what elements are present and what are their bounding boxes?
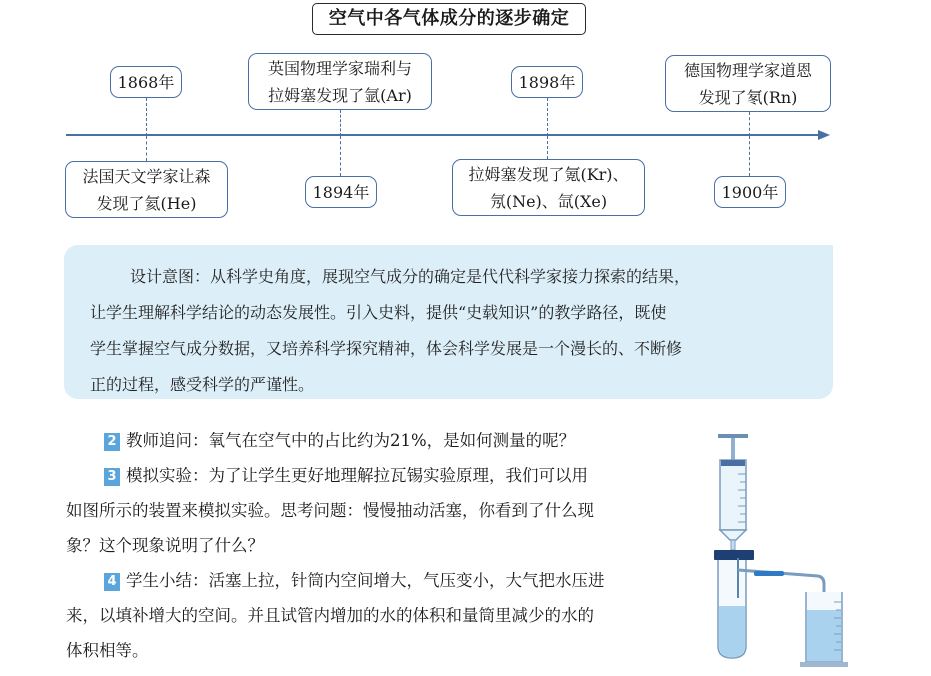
- timeline-tick: [547, 98, 548, 136]
- step-text: 学生小结：活塞上拉，针筒内空间增大，气压变小，大气把水压进: [126, 571, 605, 590]
- step-text: 模拟实验：为了让学生更好地理解拉瓦锡实验原理，我们可以用: [126, 466, 588, 485]
- timeline-tick: [749, 136, 750, 176]
- timeline-label: 1894年: [312, 182, 370, 202]
- test-tube-water: [719, 606, 745, 657]
- plunger-handle: [718, 434, 748, 438]
- timeline-label: 英国物理学家瑞利与: [267, 58, 412, 78]
- timeline-label: 拉姆塞发现了氩(Ar): [268, 85, 412, 105]
- timeline-label: 1900年: [721, 182, 779, 202]
- note-line: 让学生理解科学结论的动态发展性。引入史料，提供“史载知识”的教学路径，既使: [90, 303, 667, 322]
- timeline-label: 德国物理学家道恩: [683, 60, 812, 80]
- timeline-tick: [547, 136, 548, 159]
- timeline-tick: [340, 110, 341, 136]
- timeline-label: 法国天文学家让森: [82, 166, 211, 186]
- step-number-badge: 2: [104, 433, 120, 451]
- timeline-tick: [749, 112, 750, 136]
- timeline-label: 氖(Ne)、氙(Xe): [489, 191, 608, 211]
- step-text: 象？这个现象说明了什么？: [66, 536, 264, 555]
- timeline-event-helium: [65, 161, 228, 218]
- step-4: [66, 563, 698, 668]
- step-text: 来，以填补增大的空间。并且试管内增加的水的体积和量筒里减少的水的: [66, 606, 594, 625]
- syringe-barrel: [720, 460, 746, 530]
- timeline-label: 1898年: [518, 72, 576, 92]
- timeline-tick: [146, 98, 147, 136]
- timeline-label: 发现了氦(He): [96, 193, 197, 213]
- cylinder-base: [800, 662, 848, 667]
- plunger-rod: [731, 438, 735, 460]
- step-2: [66, 423, 698, 458]
- step-3: [66, 458, 698, 563]
- rubber-tube-joint: [754, 571, 784, 576]
- rubber-stopper: [714, 550, 754, 560]
- page-title: 空气中各气体成分的逐步确定: [312, 3, 586, 35]
- note-line: 正的过程，感受科学的严谨性。: [90, 375, 315, 394]
- step-text: 如图所示的装置来模拟实验。思考问题：慢慢抽动活塞，你看到了什么现: [66, 501, 594, 520]
- timeline-year-1868: [110, 66, 182, 98]
- timeline-label: 发现了氡(Rn): [698, 87, 798, 107]
- timeline-event-radon: [665, 55, 831, 112]
- timeline-year-1894: [305, 176, 377, 208]
- timeline-event-krypton: [452, 159, 645, 216]
- step-number-badge: 4: [104, 573, 120, 591]
- timeline-year-1898: [511, 66, 583, 98]
- timeline-tick: [340, 136, 341, 176]
- step-text: 教师追问：氧气在空气中的占比约为21%，是如何测量的呢？: [126, 431, 576, 450]
- note-line: 设计意图：从科学史角度，展现空气成分的确定是代代科学家接力探索的结果，: [130, 267, 691, 286]
- step-number-badge: 3: [104, 468, 120, 486]
- note-line: 学生掌握空气成分数据，又培养科学探究精神，体会科学发展是一个漫长的、不断修: [90, 339, 683, 358]
- step-text: 体积相等。: [66, 641, 149, 660]
- timeline-event-argon: [248, 53, 432, 110]
- timeline-year-1900: [714, 176, 786, 208]
- design-intent-note: [64, 245, 833, 399]
- syringe-apparatus-illustration: [700, 430, 850, 670]
- timeline-tick: [146, 136, 147, 161]
- timeline-label: 1868年: [117, 72, 175, 92]
- timeline-label: 拉姆塞发现了氪(Kr)、: [468, 164, 629, 184]
- plunger-head: [721, 460, 745, 466]
